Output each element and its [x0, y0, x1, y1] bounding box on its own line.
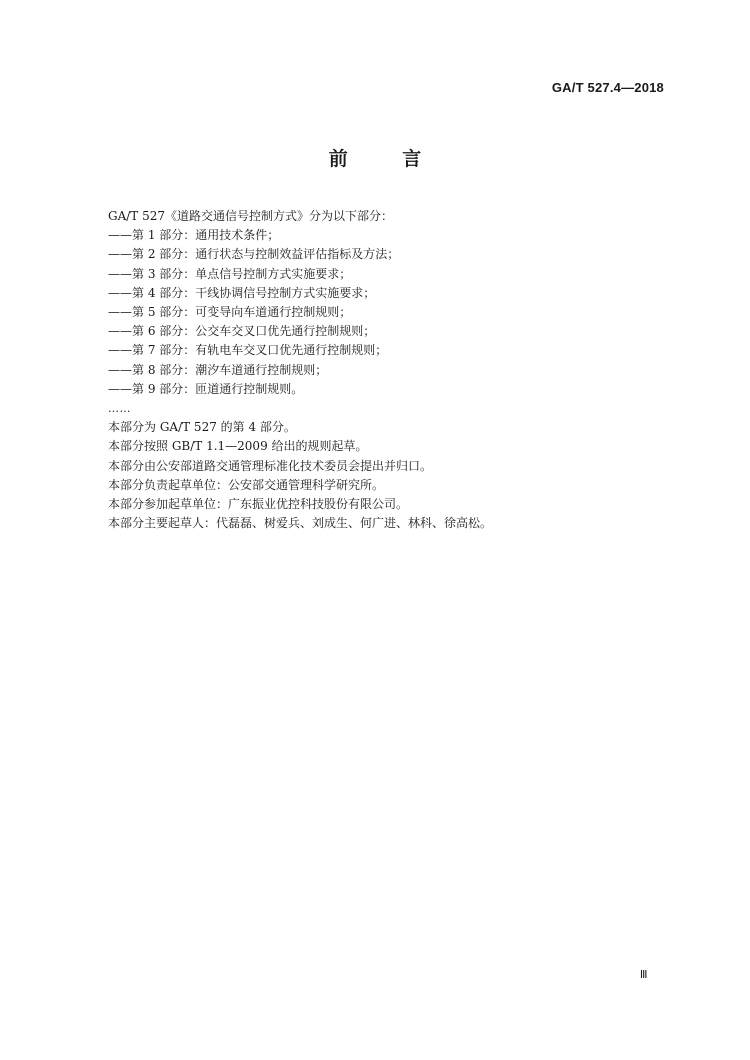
part-list-item: ——第 4 部分：干线协调信号控制方式实施要求； — [108, 285, 376, 300]
part-list-item: ——第 7 部分：有轨电车交叉口优先通行控制规则； — [108, 343, 388, 358]
part-list-item: ——第 1 部分：通用技术条件； — [108, 228, 280, 243]
part-list-item: ——第 6 部分：公交车交叉口优先通行控制规则； — [108, 324, 376, 339]
intro-paragraph: GA/T 527《道路交通信号控制方式》分为以下部分： — [108, 209, 394, 223]
page-number: Ⅲ — [639, 968, 648, 981]
statement-paragraph: 本部分由公安部道路交通管理标准化技术委员会提出并归口。 — [108, 458, 433, 473]
statement-paragraph: 本部分参加起草单位：广东振业优控科技股份有限公司。 — [108, 497, 409, 512]
part-list-item: ——第 8 部分：潮汐车道通行控制规则； — [108, 362, 328, 377]
statement-paragraph: 本部分主要起草人：代磊磊、树爱兵、刘成生、何广进、林科、徐高松。 — [108, 516, 493, 531]
part-list-item: ——第 9 部分：匝道通行控制规则。 — [108, 381, 304, 396]
part-list-item: ——第 5 部分：可变导向车道通行控制规则； — [108, 305, 352, 320]
list-ellipsis: …… — [108, 402, 131, 416]
page-title: 前 言 — [328, 148, 446, 170]
statement-paragraph: 本部分负责起草单位：公安部交通管理科学研究所。 — [108, 477, 385, 492]
part-list-item: ——第 3 部分：单点信号控制方式实施要求； — [108, 266, 352, 281]
part-list-item: ——第 2 部分：通行状态与控制效益评估指标及方法； — [108, 247, 400, 262]
standard-code: GA/T 527.4—2018 — [551, 80, 664, 95]
statement-paragraph: 本部分按照 GB/T 1.1—2009 给出的规则起草。 — [108, 439, 368, 454]
preface-body — [108, 207, 668, 533]
statement-paragraph: 本部分为 GA/T 527 的第 4 部分。 — [108, 420, 296, 435]
